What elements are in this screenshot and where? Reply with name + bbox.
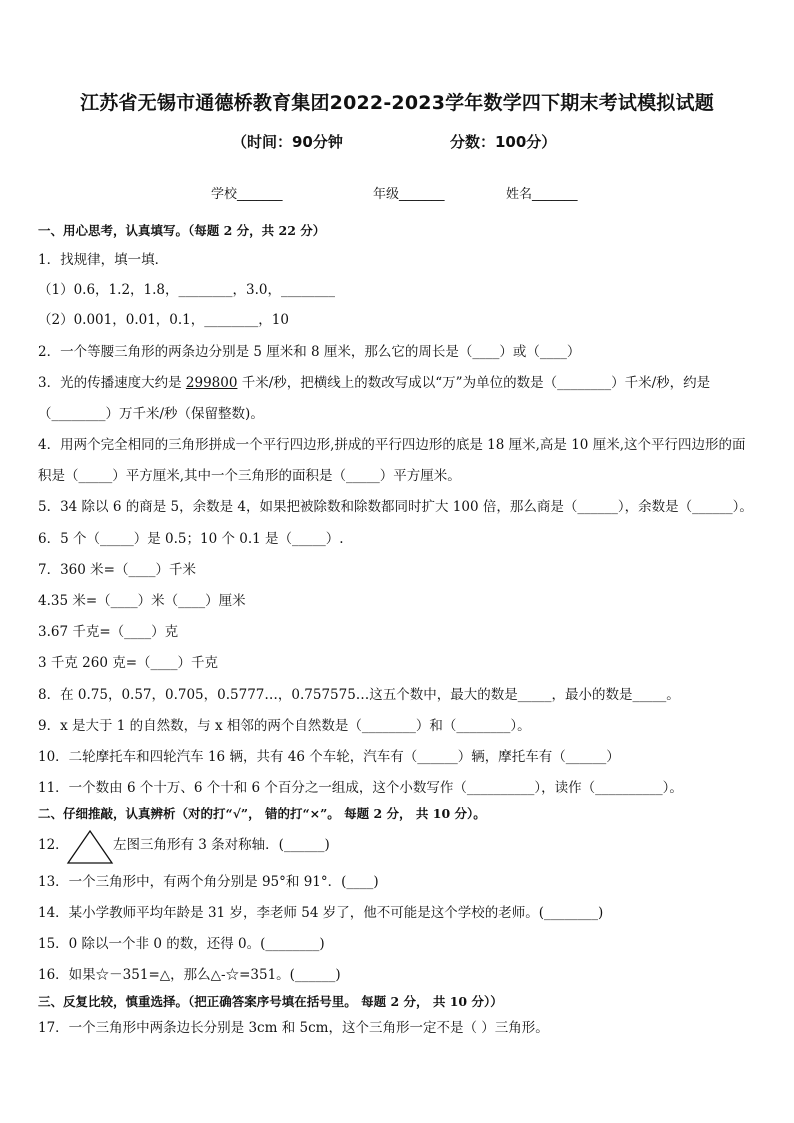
question-3-prefix: 3．光的传播速度大约是 (38, 375, 186, 391)
question-3-line-1 (38, 374, 768, 392)
question-7-part-1: 7．360 米=（____）千米 (38, 562, 196, 578)
total-score: 分数：100分） (450, 133, 557, 151)
question-11: 11．一个数由 6 个十万、6 个十和 6 个百分之一组成，这个小数写作（__________），读作（__________）。 (38, 780, 683, 796)
question-4-line-2: 积是（_____）平方厘米,其中一个三角形的面积是（_____）平方厘米。 (38, 468, 461, 484)
question-7-part-4: 3 千克 260 克=（____）千克 (38, 655, 219, 671)
question-15: 15．0 除以一个非 0 的数，还得 0。(________) (38, 936, 325, 952)
question-12-number: 12． (38, 837, 69, 853)
section-1-heading: 一、用心思考，认真填写。（每题 2 分，共 22 分） (38, 223, 326, 238)
question-4-line-1: 4．用两个完全相同的三角形拼成一个平行四边形,拼成的平行四边形的底是 18 厘米,高是 10 厘米,这个平行四边形的面 (38, 437, 746, 453)
question-17: 17．一个三角形中两条边长分别是 3cm 和 5cm，这个三角形一定不是（ ）三角形。 (38, 1020, 549, 1036)
question-1-part-2: （2）0.001，0.01，0.1，________，10 (38, 312, 289, 328)
question-14: 14．某小学教师平均年龄是 31 岁，李老师 54 岁了，他不可能是这个学校的老师。(________) (38, 905, 604, 921)
question-1: 1．找规律，填一填． (38, 252, 169, 268)
question-6: 6．5 个（_____）是 0.5；10 个 0.1 是（_____）. (38, 531, 344, 547)
triangle-shape (68, 831, 112, 863)
time-limit: （时间：90分钟 (232, 133, 343, 151)
question-2: 2．一个等腰三角形的两条边分别是 5 厘米和 8 厘米，那么它的周长是（____）或（____） (38, 344, 581, 360)
question-3-line-2: （________）万千米/秒（保留整数)。 (38, 406, 264, 422)
question-7-part-3: 3.67 千克=（____）克 (38, 624, 179, 640)
question-7-part-2: 4.35 米=（____）米（____）厘米 (38, 593, 246, 609)
underlined-number: 299800 (185, 375, 238, 391)
page-title: 江苏省无锡市通德桥教育集团2022-2023学年数学四下期末考试模拟试题 (80, 92, 714, 114)
school-field: 学校_______ (211, 187, 283, 202)
section-3-heading: 三、反复比较，慎重选择。（把正确答案序号填在括号里。 每题 2 分， 共 10 分）） (38, 994, 503, 1009)
question-12: 左图三角形有 3 条对称轴．(______) (113, 837, 330, 853)
question-13: 13．一个三角形中，有两个角分别是 95°和 91°．(____) (38, 874, 379, 890)
question-5: 5．34 除以 6 的商是 5，余数是 4，如果把被除数和除数都同时扩大 100 倍，那么商是（______），余数是（______）。 (38, 499, 753, 515)
question-8: 8．在 0.75，0.57，0.705，0.5777…，0.757575…这五个数中，最大的数是_____，最小的数是_____。 (38, 687, 680, 703)
question-1-part-1: （1）0.6，1.2，1.8，________，3.0，________ (38, 282, 335, 298)
question-3-suffix: 千米/秒，把横线上的数改写成以“万”为单位的数是（________）千米/秒，约是 (237, 375, 711, 391)
question-10: 10．二轮摩托车和四轮汽车 16 辆，共有 46 个车轮，汽车有（______）辆，摩托车有（______） (38, 749, 620, 765)
triangle-figure (66, 829, 114, 865)
question-9: 9．x 是大于 1 的自然数，与 x 相邻的两个自然数是（________）和（________）。 (38, 718, 531, 734)
section-2-heading: 二、仔细推敲，认真辨析（对的打“√”， 错的打“×”。 每题 2 分， 共 10 分）。 (38, 806, 486, 821)
question-16: 16．如果☆－351=△，那么△-☆=351。(______) (38, 967, 341, 983)
name-field: 姓名_______ (506, 187, 578, 202)
grade-field: 年级_______ (373, 187, 445, 202)
